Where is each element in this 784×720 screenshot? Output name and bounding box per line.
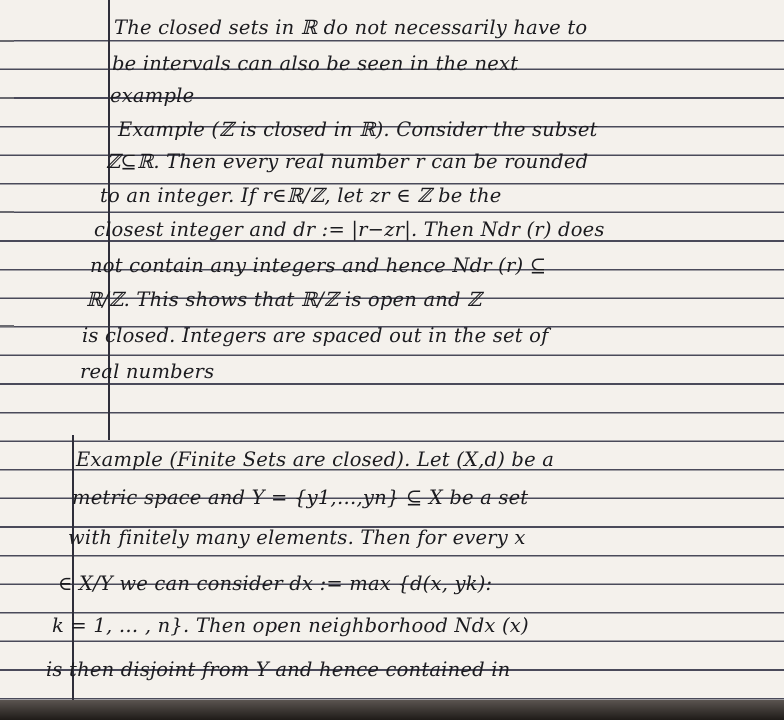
text-line: ℤ⊆ℝ. Then every real number r can be rounded [106,150,589,173]
text-line: k = 1, … , n}. Then open neighborhood Ndx (x) [52,614,529,637]
margin-tick [0,325,14,327]
text-line: ℝ/ℤ. This shows that ℝ/ℤ is open and ℤ [86,288,482,311]
text-line: not contain any integers and hence Ndr (r) ⊆ [90,254,547,277]
text-line: The closed sets in ℝ do not necessarily have to [114,16,588,39]
text-line: is closed. Integers are spaced out in the set of [82,324,549,347]
notebook-edge-shadow [0,700,784,720]
margin-tick [0,97,14,99]
text-line: example [110,84,195,107]
margin-tick [0,40,14,42]
text-line: Example (Finite Sets are closed). Let (X,d) be a [76,448,555,471]
text-line: to an integer. If r∈ℝ/ℤ, let zr ∈ ℤ be the [100,184,502,207]
text-line: metric space and Y = {y1,…,yn} ⊆ X be a set [72,486,529,509]
text-line: be intervals can also be seen in the next [112,52,519,75]
text-line: ∈ X/Y we can consider dx := max {d(x, yk): [58,572,493,595]
text-line: real numbers [80,360,215,383]
text-line: Example (ℤ is closed in ℝ). Consider the subset [118,118,598,141]
text-line: with finitely many elements. Then for every x [68,526,526,549]
margin-tick [0,211,14,213]
text-line: is then disjoint from Y and hence contained in [46,658,511,681]
text-line: closest integer and dr := |r−zr|. Then Ndr (r) does [94,218,605,241]
